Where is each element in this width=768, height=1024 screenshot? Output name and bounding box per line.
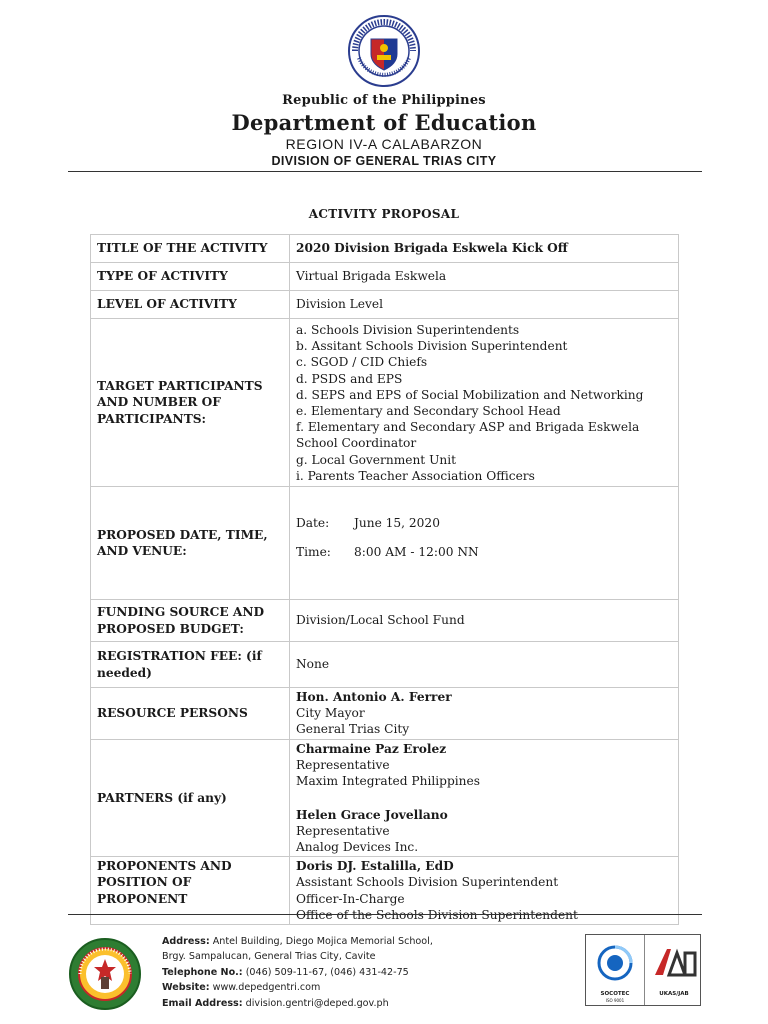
jab-badge (644, 935, 702, 1005)
website-line (162, 980, 433, 995)
datetime-value (290, 487, 679, 600)
socotec-label: SOCOTEC (600, 991, 630, 997)
table-row (91, 740, 679, 857)
table-row (91, 600, 679, 642)
title-value: 2020 Division Brigada Eskwela Kick Off (290, 235, 679, 263)
website-key: Website: (162, 982, 210, 994)
list-item: a. Schools Division Superintendents (296, 323, 520, 337)
email-line (162, 996, 433, 1011)
list-item: i. Parents Teacher Association Officers (296, 468, 535, 483)
list-item: d. SEPS and EPS of Social Mobilization and Networking (296, 387, 644, 402)
table-row (91, 263, 679, 291)
partner-role: Representative (296, 823, 390, 838)
time-value: 8:00 AM - 12:00 NN (354, 545, 479, 560)
level-label: LEVEL OF ACTIVITY (91, 291, 290, 319)
address-line (162, 934, 433, 949)
date-line (296, 515, 672, 531)
list-item: b. Assitant Schools Division Superintendent (296, 339, 568, 354)
resource-position: City Mayor (296, 706, 365, 721)
partner-role: Representative (296, 758, 390, 773)
type-label: TYPE OF ACTIVITY (91, 263, 290, 291)
list-item: d. PSDS and EPS (296, 371, 403, 386)
region-heading: REGION IV-A CALABARZON (285, 136, 483, 152)
table-row (91, 688, 679, 740)
header-divider (68, 171, 702, 172)
proponent-line: Assistant Schools Division Superintendent (296, 875, 559, 890)
partners-value (290, 740, 679, 857)
footer-contact (162, 934, 433, 1011)
time-key: Time: (296, 545, 331, 560)
proposal-table (90, 234, 679, 925)
department-heading: Department of Education (231, 110, 537, 135)
letterhead (0, 0, 768, 172)
date-key: Date: (296, 516, 330, 530)
partner-name: Helen Grace Jovellano (296, 807, 448, 822)
proponents-label: PROPONENTS AND POSITION OF PROPONENT (91, 857, 290, 925)
address-line-2: Brgy. Sampalucan, General Trias City, Cavite (162, 951, 376, 963)
participants-label: TARGET PARTICIPANTS AND NUMBER OF PARTICIPANTS: (91, 319, 290, 487)
resource-org: General Trias City (296, 722, 410, 737)
jab-label: UKAS/JAB (659, 991, 689, 997)
division-heading: DIVISION OF GENERAL TRIAS CITY (271, 154, 497, 168)
partner-org: Analog Devices Inc. (296, 840, 419, 855)
resource-name: Hon. Antonio A. Ferrer (296, 690, 452, 704)
table-row (91, 291, 679, 319)
proponent-name: Doris DJ. Estalilla, EdD (296, 859, 454, 874)
title-label: TITLE OF THE ACTIVITY (91, 235, 290, 263)
table-row (91, 235, 679, 263)
spacer (296, 790, 672, 807)
document-title: ACTIVITY PROPOSAL (308, 207, 460, 221)
email-link[interactable]: division.gentri@deped.gov.ph (242, 997, 389, 1009)
deped-seal-icon (347, 14, 421, 88)
email-key: Email Address: (162, 997, 243, 1009)
partner-name: Charmaine Paz Erolez (296, 742, 447, 756)
certification-badges (585, 934, 701, 1006)
list-item: e. Elementary and Secondary School Head (296, 404, 561, 419)
address-key: Address: (162, 936, 210, 947)
datetime-label: PROPOSED DATE, TIME, AND VENUE: (91, 487, 290, 600)
registration-label: REGISTRATION FEE: (if needed) (91, 642, 290, 688)
participants-list (290, 319, 679, 487)
partner-org: Maxim Integrated Philippines (296, 774, 480, 789)
telephone-line (162, 965, 433, 980)
website-link[interactable]: www.depedgentri.com (209, 982, 321, 994)
registration-value: None (290, 642, 679, 688)
address-value: Antel Building, Diego Mojica Memorial School, (209, 936, 433, 947)
resource-label: RESOURCE PERSONS (91, 688, 290, 740)
time-line (296, 544, 672, 560)
proponent-line: Officer-In-Charge (296, 891, 405, 906)
list-item: f. Elementary and Secondary ASP and Brigada Eskwela School Coordinator (296, 420, 640, 451)
resource-value (290, 688, 679, 740)
socotec-badge (586, 935, 644, 1005)
funding-label: FUNDING SOURCE AND PROPOSED BUDGET: (91, 600, 290, 642)
type-value: Virtual Brigada Eskwela (290, 263, 679, 291)
list-item: g. Local Government Unit (296, 452, 456, 467)
table-row (91, 319, 679, 487)
republic-heading: Republic of the Philippines (282, 93, 486, 108)
telephone-value: (046) 509-11-67, (046) 431-42-75 (242, 966, 409, 978)
list-item: c. SGOD / CID Chiefs (296, 355, 428, 370)
table-row (91, 487, 679, 600)
partners-label: PARTNERS (if any) (91, 740, 290, 857)
date-value: June 15, 2020 (354, 516, 440, 530)
funding-value: Division/Local School Fund (290, 600, 679, 642)
table-row (91, 642, 679, 688)
socotec-sub: ISO 9001 (605, 998, 625, 1003)
level-value: Division Level (290, 291, 679, 319)
division-seal-icon (68, 937, 142, 1011)
footer-divider (68, 914, 702, 915)
telephone-key: Telephone No.: (162, 966, 243, 978)
